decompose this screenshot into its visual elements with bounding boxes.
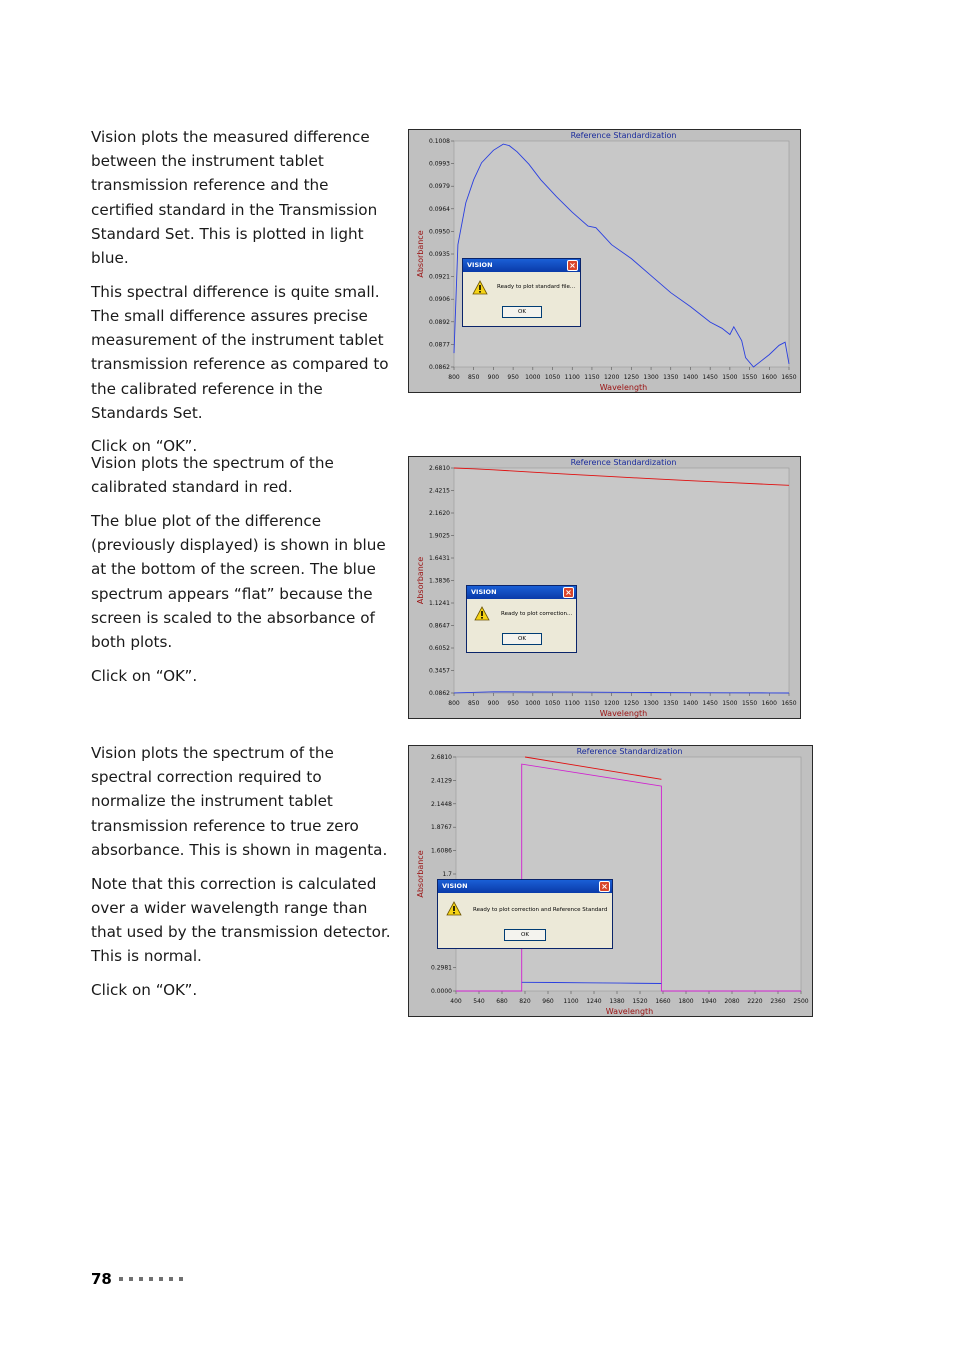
x-tick-label: 2220 — [747, 998, 763, 1005]
y-tick-label: 0.0921 — [429, 273, 450, 281]
x-tick-label: 800 — [448, 700, 460, 707]
y-tick-label: 0.3457 — [429, 667, 450, 675]
ok-button[interactable]: OK — [502, 633, 542, 645]
y-tick-label: 0.0862 — [429, 364, 450, 371]
y-tick-label: 0.0906 — [429, 296, 450, 304]
x-tick-label: 1300 — [643, 374, 659, 381]
x-tick-label: 1380 — [609, 998, 625, 1005]
x-tick-label: 1550 — [741, 374, 758, 381]
x-tick-label: 2500 — [793, 998, 809, 1005]
dialog-title: VISION — [442, 882, 468, 890]
paragraph: The blue plot of the difference (previously displayed) is shown in blue at the bottom of the screen. The blue spectrum appears “flat” because the screen is scaled to the absorbance of both plots. — [91, 511, 386, 651]
y-tick-label: 2.1620 — [429, 510, 450, 517]
warning-icon — [472, 280, 488, 295]
x-tick-label: 1050 — [544, 700, 561, 707]
y-tick-label: 0.0979 — [429, 183, 450, 191]
dot — [159, 1277, 163, 1281]
x-tick-label: 1500 — [722, 374, 738, 381]
paragraph: Click on “OK”. — [91, 980, 198, 999]
x-tick-label: 1150 — [584, 700, 600, 707]
x-tick-label: 1000 — [525, 700, 541, 707]
x-tick-label: 1450 — [702, 700, 718, 707]
ok-button[interactable]: OK — [504, 929, 546, 941]
x-tick-label: 950 — [507, 700, 519, 707]
x-tick-label: 900 — [487, 700, 500, 707]
y-axis-label: Absorbance — [416, 230, 425, 278]
y-tick-label: 0.6052 — [429, 645, 450, 652]
y-tick-label: 0.0950 — [429, 228, 450, 236]
dialog-message: Ready to plot correction... — [501, 611, 573, 617]
dialog-message: Ready to plot standard file... — [497, 284, 576, 290]
y-tick-label: 0.0935 — [429, 251, 450, 258]
footer-dots — [119, 1277, 183, 1281]
y-tick-label: 1.6431 — [429, 555, 450, 562]
x-axis-label: Wavelength — [599, 383, 648, 392]
dot — [139, 1277, 143, 1281]
dialog-title: VISION — [467, 261, 493, 269]
section-3-text — [91, 741, 391, 1012]
x-tick-label: 1800 — [678, 998, 694, 1005]
x-tick-label: 540 — [473, 998, 485, 1005]
warning-icon — [474, 606, 490, 621]
vision-dialog-1 — [462, 258, 581, 327]
x-axis-label: Wavelength — [599, 709, 648, 718]
plot-area — [454, 141, 789, 367]
x-tick-label: 900 — [487, 374, 500, 381]
x-tick-label: 1300 — [643, 700, 659, 707]
close-icon[interactable]: × — [563, 587, 574, 598]
vision-dialog-2 — [466, 585, 577, 653]
x-tick-label: 1660 — [655, 998, 671, 1005]
x-tick-label: 1000 — [525, 374, 541, 381]
x-tick-label: 1050 — [544, 374, 561, 381]
dot — [169, 1277, 173, 1281]
x-tick-label: 1100 — [564, 700, 580, 707]
x-tick-label: 1650 — [781, 700, 797, 707]
close-icon[interactable]: × — [567, 260, 578, 271]
x-tick-label: 960 — [542, 998, 554, 1005]
y-tick-label: 1.7 — [442, 871, 452, 878]
warning-icon — [446, 901, 462, 916]
x-tick-label: 800 — [448, 374, 460, 381]
x-tick-label: 1200 — [604, 374, 620, 381]
y-tick-label: 0.0964 — [429, 205, 450, 213]
y-tick-label: 1.3836 — [429, 577, 450, 585]
y-tick-label: 0.0862 — [429, 690, 450, 697]
paragraph: Vision plots the measured difference between the instrument tablet transmission reference and the certified standard in the Transmission Standard Set. This is plotted in light blue. — [91, 128, 378, 268]
chart-title: Reference Standardization — [576, 747, 683, 756]
close-icon[interactable]: × — [599, 881, 610, 892]
x-tick-label: 400 — [450, 998, 462, 1005]
y-tick-label: 2.1448 — [431, 800, 452, 808]
x-tick-label: 1450 — [702, 374, 718, 381]
y-tick-label: 0.0000 — [431, 988, 452, 995]
x-tick-label: 2080 — [724, 998, 740, 1005]
chart-title: Reference Standardization — [570, 131, 677, 140]
x-tick-label: 2360 — [770, 998, 786, 1005]
x-tick-label: 1250 — [623, 700, 639, 707]
section-2-text — [91, 451, 391, 697]
paragraph: Click on “OK”. — [91, 437, 198, 456]
y-tick-label: 0.0877 — [429, 341, 450, 349]
y-tick-label: 1.8767 — [431, 824, 452, 832]
dialog-title-bar — [463, 259, 580, 272]
y-tick-label: 1.1241 — [429, 600, 450, 607]
screenshot-chart-2 — [408, 456, 801, 719]
x-tick-label: 1400 — [682, 700, 699, 707]
dot — [129, 1277, 133, 1281]
paragraph: Vision plots the spectrum of the calibrated standard in red. — [91, 454, 334, 497]
x-tick-label: 1100 — [564, 374, 580, 381]
y-tick-label: 0.0892 — [429, 318, 450, 326]
dialog-title-bar — [467, 586, 576, 599]
x-axis-label: Wavelength — [605, 1007, 654, 1016]
dialog-message: Ready to plot correction and Reference Standard — [473, 907, 608, 913]
paragraph: Click on “OK”. — [91, 666, 198, 685]
x-tick-label: 850 — [467, 374, 480, 381]
chart-title: Reference Standardization — [570, 458, 677, 467]
y-tick-label: 2.6810 — [431, 754, 452, 761]
dot — [149, 1277, 153, 1281]
plot-area — [454, 468, 789, 693]
x-tick-label: 1240 — [586, 998, 602, 1005]
x-tick-label: 1150 — [584, 374, 600, 381]
x-tick-label: 1400 — [682, 374, 699, 381]
x-tick-label: 1100 — [563, 998, 579, 1005]
x-tick-label: 1600 — [761, 700, 777, 707]
dot — [119, 1277, 123, 1281]
paragraph: Note that this correction is calculated over a wider wavelength range than that used by the transmission detector. This is normal. — [91, 874, 391, 966]
screenshot-chart-3 — [408, 745, 813, 1017]
x-tick-label: 820 — [519, 998, 531, 1005]
y-tick-label: 0.1008 — [429, 138, 450, 145]
x-tick-label: 850 — [467, 700, 480, 707]
dot — [179, 1277, 183, 1281]
x-tick-label: 1550 — [741, 700, 758, 707]
y-tick-label: 0.2981 — [431, 964, 452, 972]
paragraph: This spectral difference is quite small. The small difference assures precise measurement of the instrument tablet transmission reference as compared to the calibrated reference in the Standards Set. — [91, 282, 389, 422]
y-tick-label: 2.6810 — [429, 465, 450, 472]
dialog-title: VISION — [471, 588, 497, 596]
dialog-title-bar — [438, 880, 612, 893]
page-number: 78 — [91, 1270, 112, 1288]
x-tick-label: 1350 — [663, 374, 679, 381]
y-tick-label: 1.6086 — [431, 847, 452, 855]
x-tick-label: 950 — [507, 374, 519, 381]
y-axis-label: Absorbance — [416, 850, 425, 898]
x-tick-label: 1600 — [761, 374, 777, 381]
vision-dialog-3 — [437, 879, 613, 949]
y-tick-label: 2.4215 — [429, 487, 450, 495]
x-tick-label: 1200 — [604, 700, 620, 707]
ok-button[interactable]: OK — [502, 306, 542, 318]
screenshot-chart-1 — [408, 129, 801, 393]
x-tick-label: 1940 — [701, 998, 717, 1005]
x-tick-label: 1250 — [623, 374, 639, 381]
plot-area — [456, 757, 801, 991]
x-tick-label: 1520 — [632, 998, 648, 1005]
section-1-text — [91, 125, 391, 468]
y-tick-label: 2.4129 — [431, 777, 452, 785]
x-tick-label: 1500 — [722, 700, 738, 707]
x-tick-label: 1350 — [663, 700, 679, 707]
y-tick-label: 1.9025 — [429, 532, 450, 540]
x-tick-label: 680 — [496, 998, 508, 1005]
x-tick-label: 1650 — [781, 374, 797, 381]
y-tick-label: 0.8647 — [429, 622, 450, 630]
paragraph: Vision plots the spectrum of the spectral correction required to normalize the instrument tablet transmission reference to true zero absorbance. This is shown in magenta. — [91, 744, 388, 859]
y-axis-label: Absorbance — [416, 556, 425, 605]
y-tick-label: 0.0993 — [429, 160, 450, 168]
